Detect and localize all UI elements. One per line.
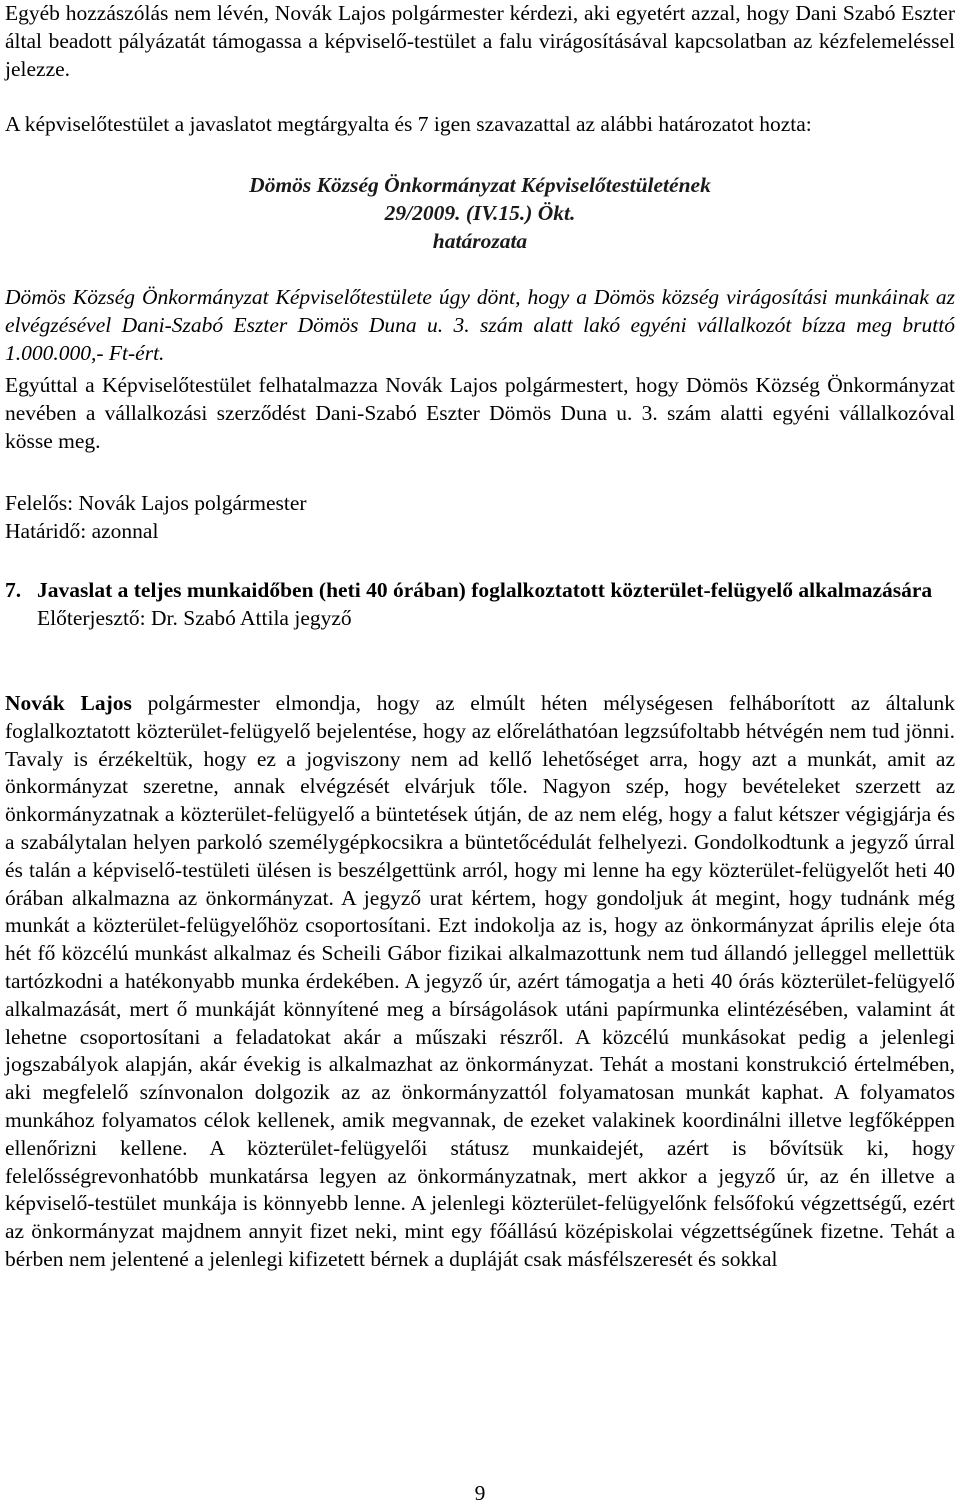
speaker-statement: polgármester elmondja, hogy az elmúlt héten mélységesen felháborított az általunk foglalkoztatott közterület-felügyelő bejelentése, hogy az előreláthatóan legzsúfoltabb hétvégén nem tud jönni. Tavaly is érzékeltük, hogy ez a jogviszony nem ad kellő lehetőséget arra, hogy azt a munkát, amit az önkormányzat szeretne, annak elvégzését elvárjuk tőle. Nagyon szép, hogy bevételeket szerzett az önkormányzatnak a közterület-felügyelő a büntetések útján, de az nem elég, hogy a falut kétszer végigjárja és a szabálytalan helyen parkoló személygépkocsikra a büntetőcédulát felhelyezi. Gondolkodtunk a jegyző úrral és talán a képviselő-testületi ülésen is beszélgettünk arról, hogy mi lenne ha egy közterület-felügyelőt heti 40 órában alkalmazna az önkormányzat. A jegyző urat kértem, hogy gondoljuk át megint, hogy tudnánk még munkát a közterület-felügyelőhöz csoportosítani. Ezt indokolja az is, hogy az önkormányzat április eleje óta hét fő közcélú munkást alkalmaz és Scheili Gábor fizikai alkalmazottunk nem tud állandó jelleggel mellettük tartózkodni a hatékonyabb munka érdekében. A jegyző úr, azért támogatja a heti 40 órás közterület-felügyelő alkalmazását, mert ő munkáját könnyítené meg a bírságolások utáni papírmunka elintézésében, valamint át lehetne csoportosítani a feladatokat akár a műszaki részről. A közcélú munkásokat pedig a jelenlegi jogszabályok alapján, akár évekig is alkalmazhat az önkormányzat. Tehát a mostani konstrukció értelmében, aki megfelelő színvonalon dolgozik az az önkormányzattól folyamatosan munkát kaphat. A folyamatos munkához folyamatos célok kellenek, amik megvannak, de ezeket valakinek koordinálni illetve legfőképpen ellenőrizni kellene. A közterület-felügyelői státusz munkaidejét, azért is bővítsük ki, hogy felelősségrevonhatóbb munkatársa legyen az önkormányzatnak, mert akkor a jegyző úr, az én illetve a képviselő-testület munkája is könnyebb lenne. A jelenlegi közterület-felügyelőnk felsőfokú végzettségű, ezért az önkormányzat majdnem annyit fizet neki, mint egy főállású középiskolai végzettségűnek fizetne. Tehát a bérben nem jelentené a jelenlegi kifizetett bérnek a dupláját csak másfélszeresét és sokkal: [5, 691, 955, 1271]
agenda-item: [5, 577, 955, 633]
deadline: Határidő: azonnal: [5, 518, 159, 543]
agenda-item-title-row: [5, 577, 955, 605]
responsibility-block: [5, 490, 955, 546]
intro-paragraph: Egyéb hozzászólás nem lévén, Novák Lajos polgármester kérdezi, aki egyetért azzal, hogy Dani Szabó Eszter által beadott pályázatát támogassa a képviselő-testület a falu virágosításával kapcsolatban az kézfelemeléssel jelezze.: [5, 1, 955, 81]
agenda-item-title: Javaslat a teljes munkaidőben (heti 40 órában) foglalkoztatott közterület-felügyelő alkalmazására: [37, 578, 933, 602]
decision-heading-number: 29/2009. (IV.15.) Ökt.: [384, 200, 576, 225]
responsible-person: Felelős: Novák Lajos polgármester: [5, 491, 307, 515]
main-discussion-paragraph: [5, 690, 955, 1274]
speaker-name: Novák Lajos: [5, 691, 132, 715]
decision-heading-title: határozata: [432, 228, 528, 253]
decision-authorization-text: Egyúttal a Képviselőtestület felhatalmazza Novák Lajos polgármestert, hogy Dömös Község Önkormányzat nevében a vállalkozási szerződést Dani-Szabó Eszter Dömös Duna u. 3. szám alatti egyéni vállalkozóval kösse meg.: [5, 373, 955, 453]
page-number: 9: [474, 1481, 486, 1505]
decision-body-text: Dömös Község Önkormányzat Képviselőtestülete úgy dönt, hogy a Dömös község virágosítási munkáinak az elvégzésével Dani-Szabó Eszter Dömös Duna u. 3. szám alatt lakó egyéni vállalkozót bízza meg bruttó 1.000.000,- Ft-ért.: [5, 285, 955, 365]
decision-heading-council: Dömös Község Önkormányzat Képviselőtestületének: [249, 173, 711, 197]
vote-paragraph: A képviselőtestület a javaslatot megtárgyalta és 7 igen szavazattal az alábbi határozatot hozta:: [5, 112, 812, 136]
agenda-item-number: 7.: [5, 578, 22, 602]
agenda-item-presenter: Előterjesztő: Dr. Szabó Attila jegyző: [37, 605, 352, 630]
decision-heading: [5, 172, 955, 255]
